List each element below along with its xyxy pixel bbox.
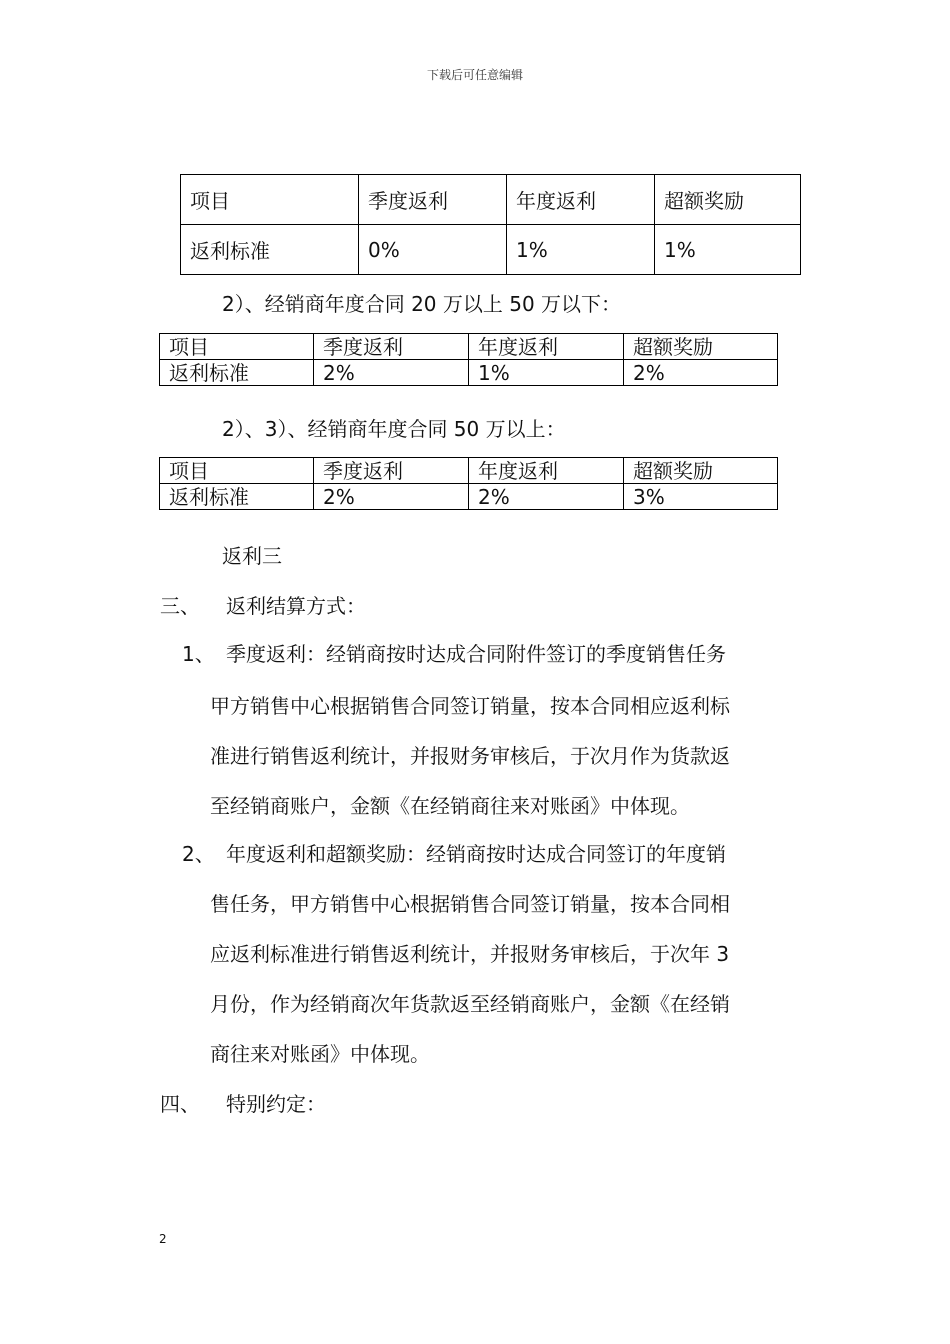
table-cell: 返利标准 xyxy=(160,484,314,510)
rebate-table-2 xyxy=(159,333,778,386)
table-cell: 超额奖励 xyxy=(655,175,801,225)
table-cell: 2% xyxy=(469,484,624,510)
table-row xyxy=(160,360,778,386)
table-row xyxy=(160,458,778,484)
contract-tier-heading-3: 2）、3）、经销商年度合同 50 万以上： xyxy=(222,417,566,441)
table-row xyxy=(181,175,801,225)
paragraph-line: 甲方销售中心根据销售合同签订销量，按本合同相应返利标 xyxy=(210,694,730,718)
section-number: 四、 xyxy=(160,1092,200,1116)
table-cell: 年度返利 xyxy=(469,334,624,360)
contract-tier-heading-2: 2）、经销商年度合同 20 万以上 50 万以下： xyxy=(222,292,622,316)
list-item-number: 2、 xyxy=(182,842,215,866)
paragraph-line: 售任务，甲方销售中心根据销售合同签订销量，按本合同相 xyxy=(210,892,730,916)
table-cell: 项目 xyxy=(160,458,314,484)
section-number: 三、 xyxy=(160,594,200,618)
table-cell: 1% xyxy=(469,360,624,386)
rebate-table-3 xyxy=(159,457,778,510)
paragraph-line: 准进行销售返利统计，并报财务审核后，于次月作为货款返 xyxy=(210,744,730,768)
table-cell: 返利标准 xyxy=(160,360,314,386)
table-cell: 季度返利 xyxy=(314,458,469,484)
table-row xyxy=(181,225,801,275)
table-cell: 季度返利 xyxy=(314,334,469,360)
table-cell: 1% xyxy=(507,225,655,275)
table-cell: 0% xyxy=(359,225,507,275)
paragraph-line: 商往来对账函》中体现。 xyxy=(210,1042,430,1066)
section-title: 返利结算方式： xyxy=(226,594,366,618)
table-row xyxy=(160,484,778,510)
table-cell: 超额奖励 xyxy=(624,458,778,484)
table-cell: 3% xyxy=(624,484,778,510)
table-row xyxy=(160,334,778,360)
table-cell: 超额奖励 xyxy=(624,334,778,360)
rebate-three-label: 返利三 xyxy=(222,544,282,568)
paragraph-line: 月份，作为经销商次年货款返至经销商账户，金额《在经销 xyxy=(210,992,730,1016)
table-cell: 项目 xyxy=(160,334,314,360)
list-item-number: 1、 xyxy=(182,642,215,666)
rebate-table-1 xyxy=(180,174,801,275)
paragraph-line: 年度返利和超额奖励：经销商按时达成合同签订的年度销 xyxy=(226,842,726,866)
table-cell: 1% xyxy=(655,225,801,275)
table-cell: 季度返利 xyxy=(359,175,507,225)
page-header: 下载后可任意编辑 xyxy=(426,68,523,82)
table-cell: 2% xyxy=(624,360,778,386)
table-cell: 2% xyxy=(314,360,469,386)
table-cell: 年度返利 xyxy=(469,458,624,484)
table-cell: 2% xyxy=(314,484,469,510)
page-number: 2 xyxy=(159,1232,167,1246)
table-cell: 年度返利 xyxy=(507,175,655,225)
paragraph-line: 季度返利：经销商按时达成合同附件签订的季度销售任务 xyxy=(226,642,726,666)
paragraph-line: 至经销商账户，金额《在经销商往来对账函》中体现。 xyxy=(210,794,690,818)
section-title: 特别约定： xyxy=(226,1092,326,1116)
table-cell: 返利标准 xyxy=(181,225,359,275)
table-cell: 项目 xyxy=(181,175,359,225)
paragraph-line: 应返利标准进行销售返利统计，并报财务审核后，于次年 3 xyxy=(210,942,730,966)
